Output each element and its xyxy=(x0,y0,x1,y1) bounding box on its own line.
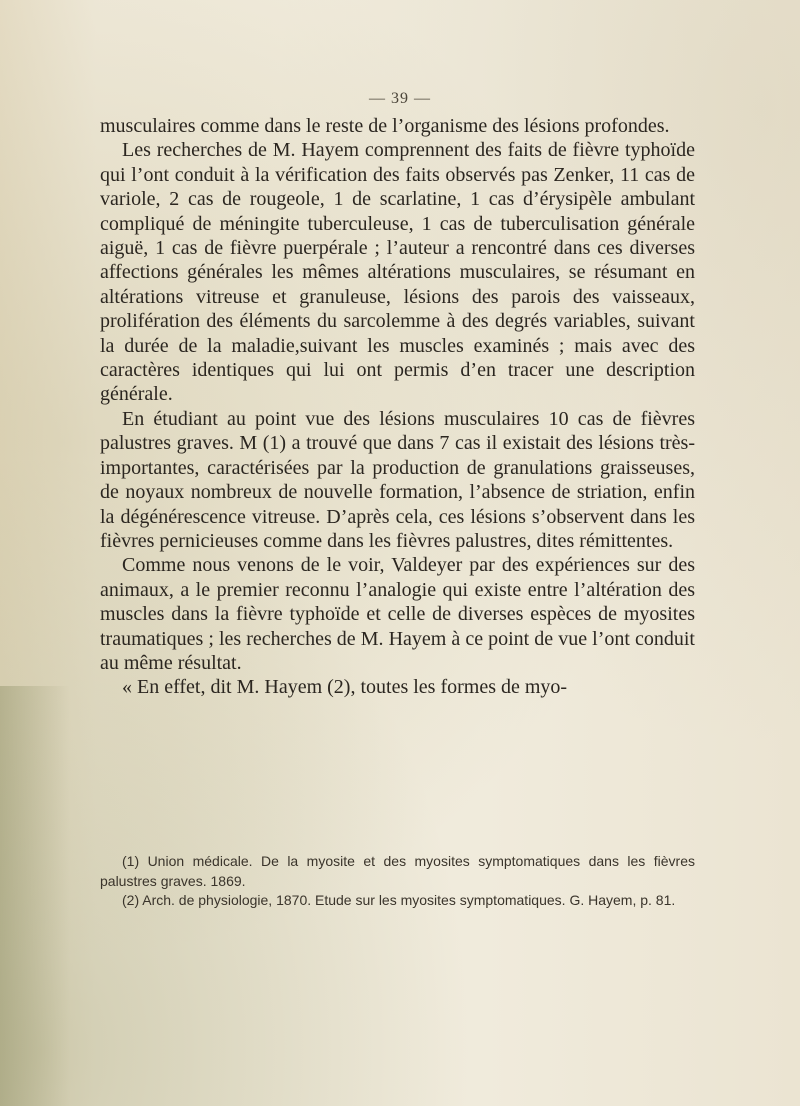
footnote: (1) Union médicale. De la myosite et des myosites symptomatiques dans les fièvres palustres graves. 1869. xyxy=(100,853,695,889)
paragraph: En étudiant au point vue des lésions musculaires 10 cas de fièvres palustres graves. M (1) a trouvé que dans 7 cas il existait des lésions très-importantes, caractérisées par la production de granulations graisseuses, de noyaux nombreux de nouvelle formation, l’absence de striation, enfin la dégénérescence vitreuse. D’après cela, ces lésions s’observent dans les fièvres pernicieuses comme dans les fièvres palustres, dites rémittentes. xyxy=(100,407,695,552)
paragraph: musculaires comme dans le reste de l’organisme des lésions profondes. xyxy=(100,115,670,137)
paragraph: Les recherches de M. Hayem comprennent des faits de fièvre typhoïde qui l’ont conduit à la vérification des faits observés pas Zenker, 11 cas de variole, 2 cas de rougeole, 1 de scarlatine, 1 cas d’érysipèle ambulant compliqué de méningite tuberculeuse, 1 cas de tuberculisation générale aiguë, 1 cas de fièvre puerpérale ; l’auteur a rencontré dans ces diverses affections générales les mêmes altérations musculaires, se résumant en altérations vitreuse et granuleuse, lésions des parois des vaisseaux, prolifération des éléments du sarcolemme à des degrés variables, suivant la durée de la maladie,suivant les muscles examinés ; mais avec des caractères identiques qui lui ont permis d’en tracer une description générale. xyxy=(100,139,695,406)
footnotes xyxy=(100,852,695,911)
paragraph: Comme nous venons de le voir, Valdeyer par des expériences sur des animaux, a le premier reconnu l’analogie qui existe entre l’altération des muscles dans la fièvre typhoïde et celle de diverses espèces de myosites traumatiques ; les recherches de M. Hayem à ce point de vue l’ont conduit au même résultat. xyxy=(100,554,695,674)
page-number: — 39 — xyxy=(369,90,431,107)
footnote: (2) Arch. de physiologie, 1870. Etude sur les myosites symptomatiques. G. Hayem, p. 81. xyxy=(122,892,676,908)
page-stain xyxy=(0,686,70,1106)
paragraph: « En effet, dit M. Hayem (2), toutes les formes de myo- xyxy=(122,676,568,699)
body-text xyxy=(100,114,695,700)
